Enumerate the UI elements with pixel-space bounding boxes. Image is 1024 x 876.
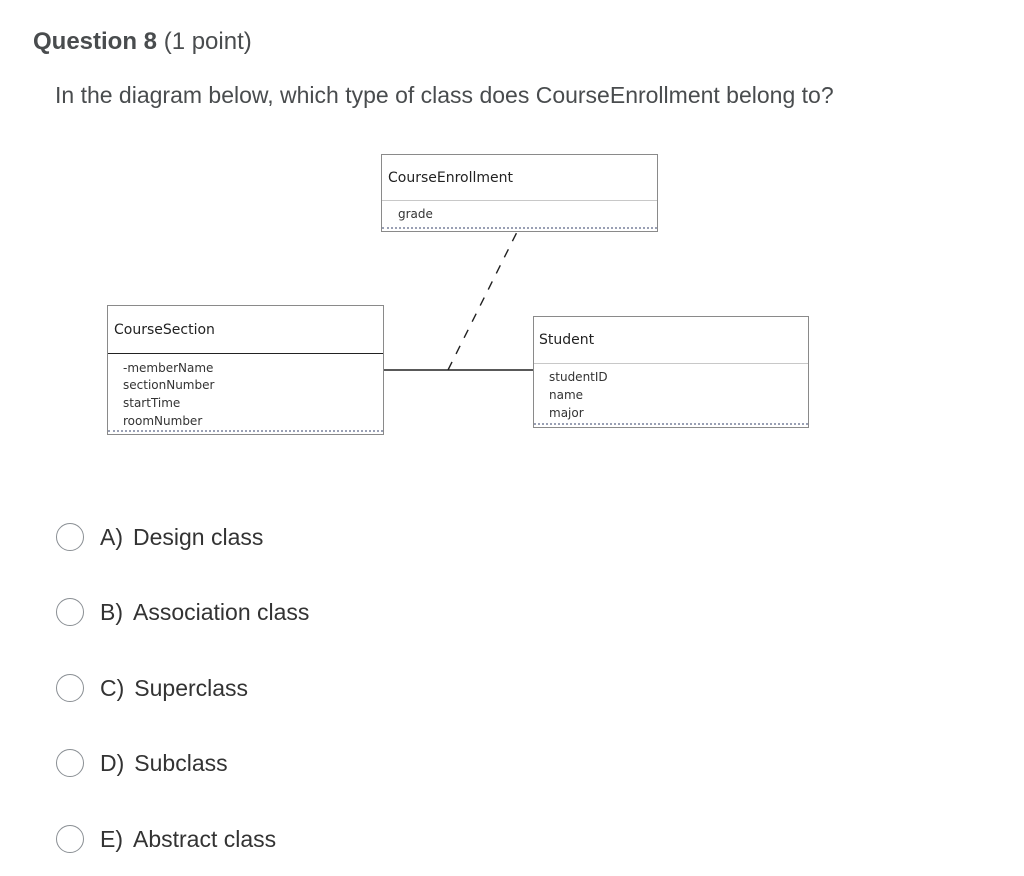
radio-button[interactable]: [56, 825, 84, 853]
radio-button[interactable]: [56, 598, 84, 626]
option-letter: B): [100, 598, 123, 625]
option-c[interactable]: [56, 671, 248, 705]
association-class-link: [448, 232, 517, 370]
attribute-name: name: [549, 388, 584, 402]
class-bottom-dots: [382, 227, 657, 229]
option-text: Subclass: [134, 749, 228, 776]
class-divider: [108, 353, 383, 354]
option-e[interactable]: [56, 822, 276, 856]
class-name-coursesection: CourseSection: [114, 322, 215, 338]
option-text: Abstract class: [133, 825, 277, 852]
class-box-courseenrollment: [381, 154, 658, 232]
option-letter: E): [100, 825, 123, 852]
option-a[interactable]: [56, 520, 263, 554]
option-text: Design class: [133, 523, 264, 550]
class-name-courseenrollment: CourseEnrollment: [388, 170, 514, 186]
question-header: [33, 28, 252, 56]
question-points: (1 point): [163, 28, 252, 55]
attribute-major: major: [549, 406, 584, 420]
option-letter: A): [100, 523, 123, 550]
class-divider: [534, 363, 808, 364]
radio-button[interactable]: [56, 749, 84, 777]
option-text: Superclass: [134, 674, 249, 701]
attribute-roomnumber: roomNumber: [123, 414, 203, 428]
class-bottom-dots: [108, 430, 383, 432]
class-divider: [382, 200, 657, 201]
radio-button[interactable]: [56, 674, 84, 702]
attribute-starttime: startTime: [123, 396, 181, 410]
question-prompt: In the diagram below, which type of class does CourseEnrollment belong to?: [55, 82, 834, 108]
class-box-student: [533, 316, 809, 428]
option-letter: C): [100, 674, 125, 701]
question-number: Question 8: [33, 28, 158, 55]
class-name-student: Student: [539, 332, 595, 348]
attribute-grade: grade: [398, 207, 433, 221]
option-text: Association class: [133, 598, 310, 625]
option-letter: D): [100, 749, 125, 776]
option-b[interactable]: [56, 595, 309, 629]
attribute-sectionnumber: sectionNumber: [123, 378, 215, 392]
option-d[interactable]: [56, 746, 228, 780]
attribute-studentid: studentID: [549, 370, 608, 384]
attribute-membername: -memberName: [123, 361, 214, 375]
class-bottom-dots: [534, 423, 808, 425]
class-box-coursesection: [107, 305, 384, 435]
radio-button[interactable]: [56, 523, 84, 551]
